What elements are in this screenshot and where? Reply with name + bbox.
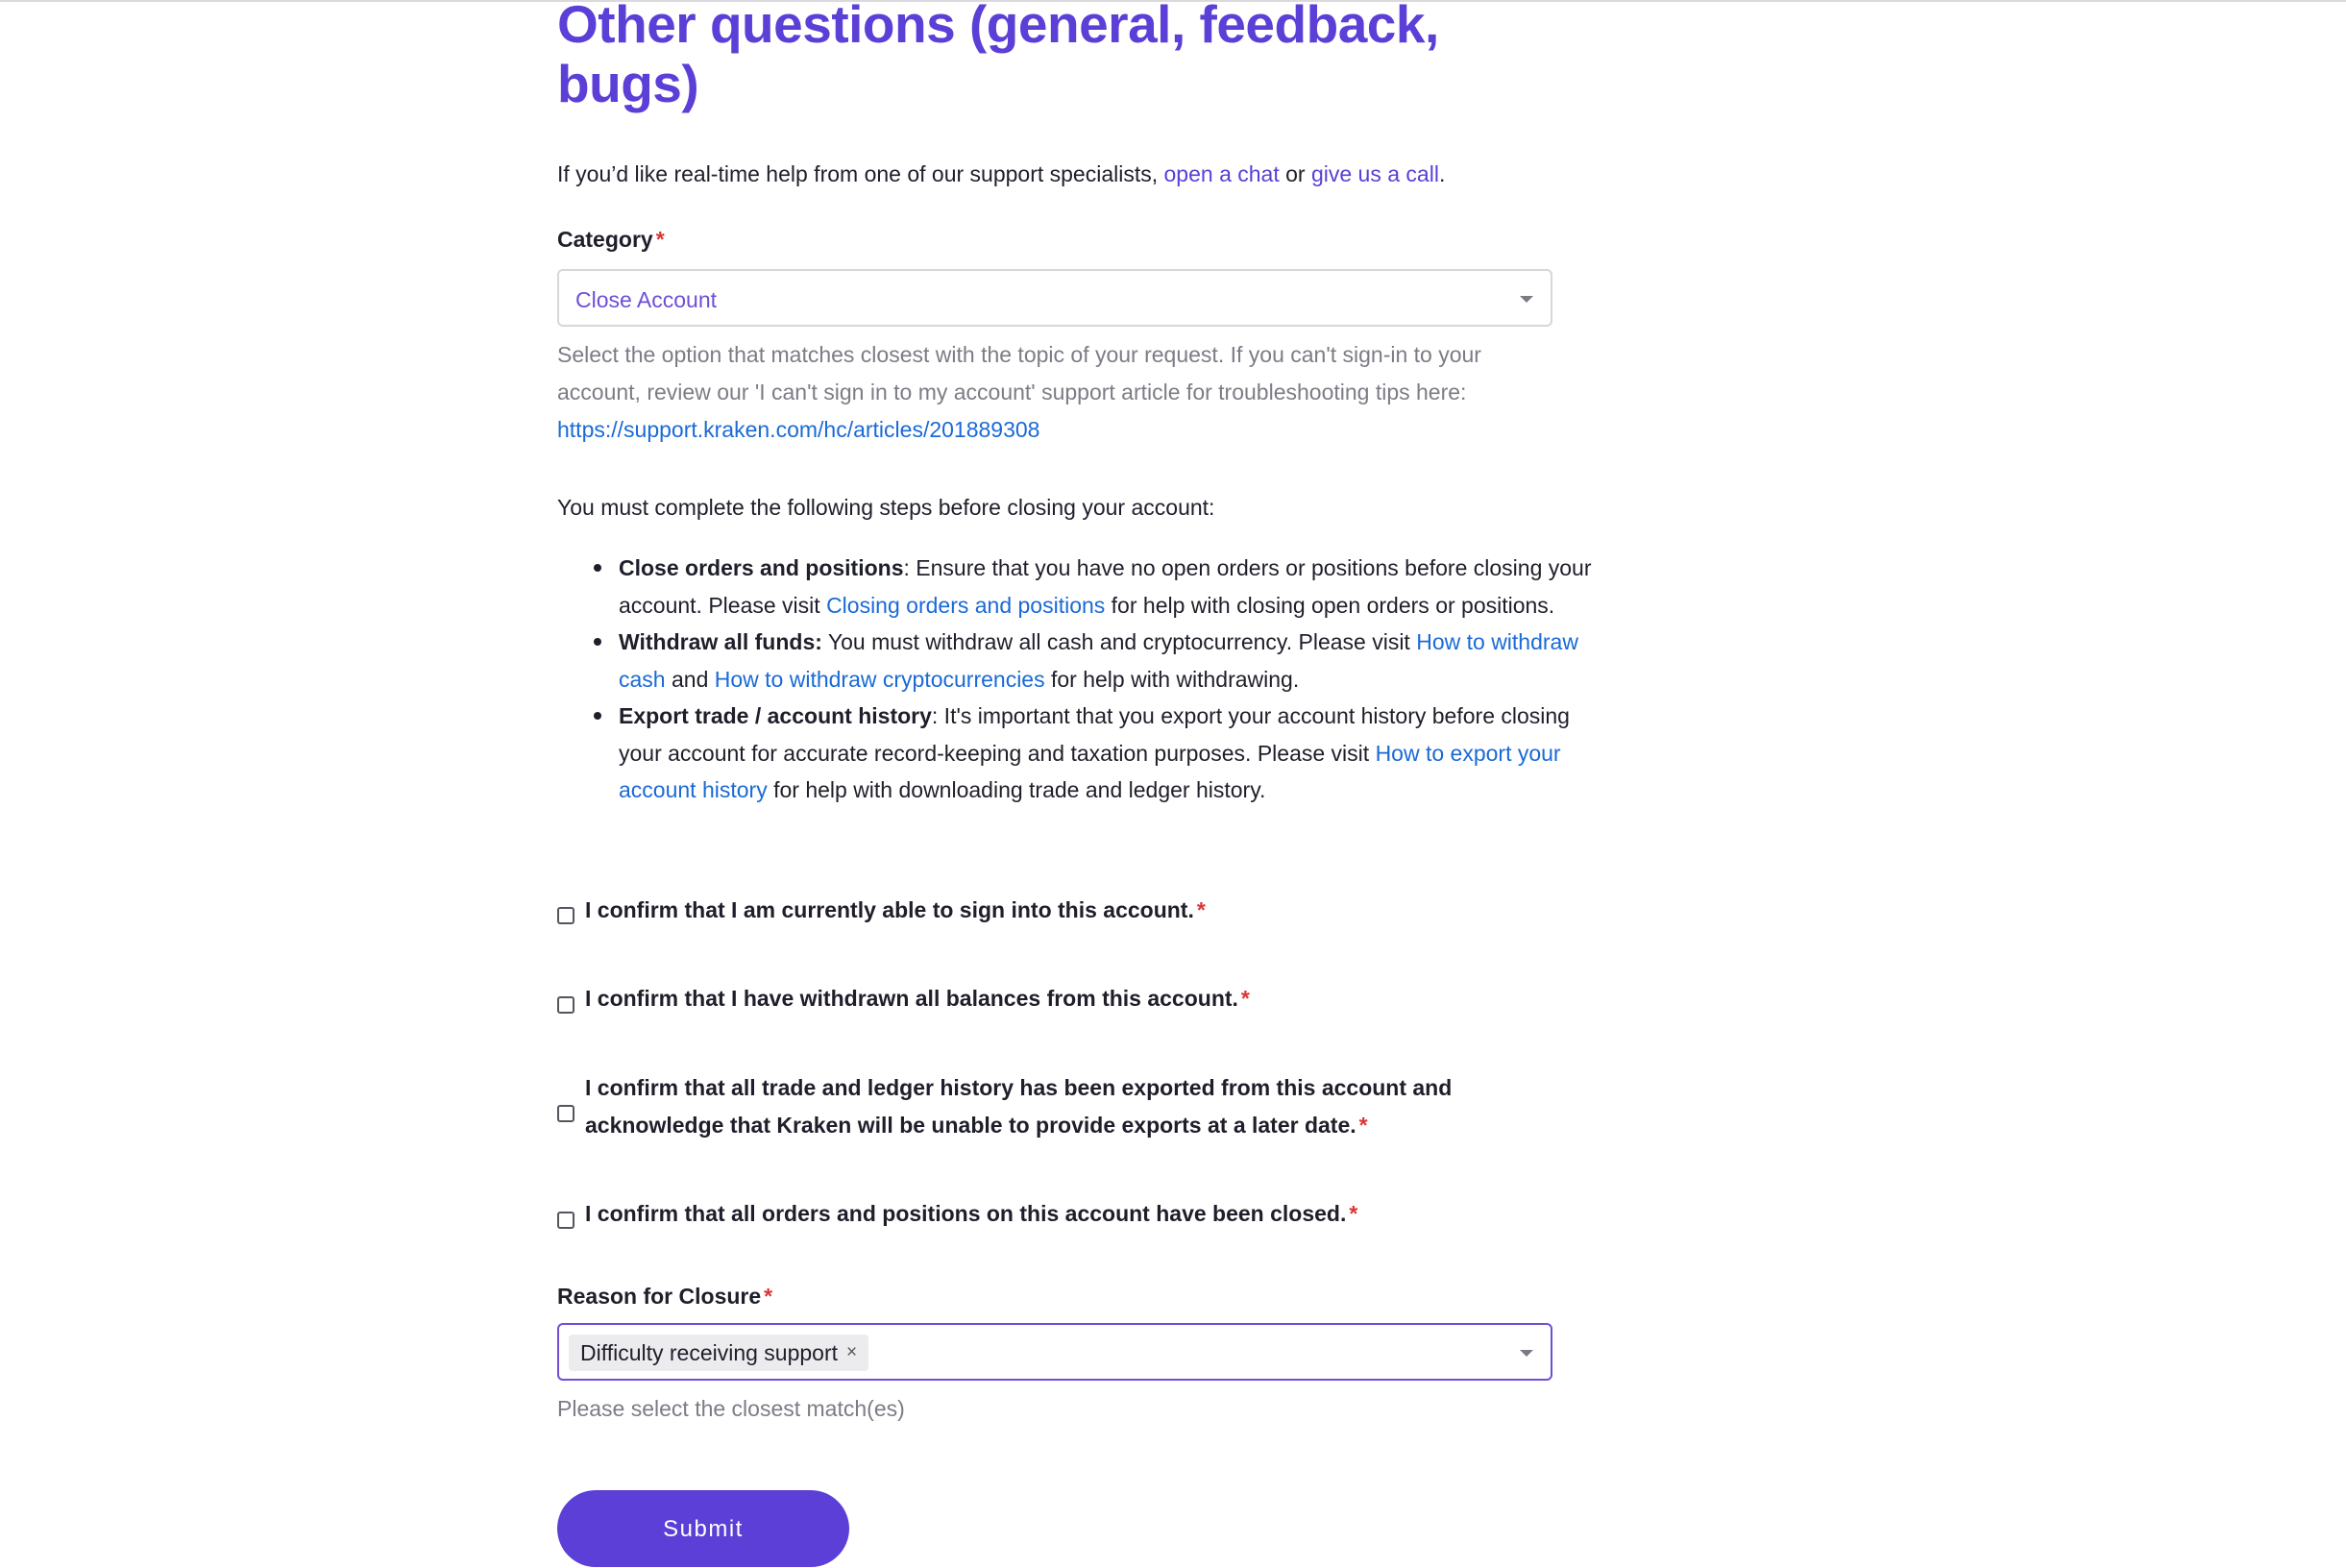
reason-multiselect[interactable] [557, 1323, 1552, 1381]
checkbox-label-text: I confirm that all orders and positions on this account have been closed. [585, 1201, 1347, 1226]
category-hint [557, 336, 1556, 449]
step-text: You must withdraw all cash and cryptocurrency. Please visit [821, 629, 1417, 654]
confirm-exported-checkbox[interactable] [557, 1105, 574, 1122]
steps-intro: You must complete the following steps before closing your account: [557, 495, 1215, 520]
reason-chip-label: Difficulty receiving support [580, 1339, 839, 1365]
step-text: for help with closing open orders or positions. [1105, 592, 1555, 618]
intro-text-after: . [1438, 161, 1446, 186]
confirm-orders-closed-label [585, 1195, 1546, 1233]
chevron-down-icon [1520, 1350, 1533, 1357]
category-hint-line-2: account, review our 'I can't sign in to my account' support article for troubleshooting tips here: [557, 380, 1467, 404]
confirm-orders-closed-checkbox[interactable] [557, 1212, 574, 1229]
intro-text [557, 158, 1445, 190]
steps-list [557, 550, 1618, 809]
category-hint-line-1: Select the option that matches closest with the topic of your request. If you can't sign-in to your [557, 342, 1481, 367]
step-text: : Ensure that you have no open orders or positions before closing your account. Please visit [619, 555, 1592, 618]
required-marker: * [655, 227, 665, 252]
confirm-exported-label [585, 1069, 1546, 1144]
step-text: for help with withdrawing. [1044, 666, 1300, 692]
list-item [619, 550, 1618, 624]
intro-text-before: If you’d like real-time help from one of our support specialists, [557, 161, 1164, 186]
step-text: : It's important that you export your account history before closing your account for accurate record-keeping and taxation purposes. Please visit [619, 703, 1570, 766]
list-item [619, 698, 1618, 809]
step-text: and [665, 666, 715, 692]
support-article-link[interactable]: https://support.kraken.com/hc/articles/201889308 [557, 417, 1040, 442]
give-us-a-call-link[interactable]: give us a call [1310, 161, 1439, 186]
reason-chip [569, 1335, 868, 1371]
confirm-sign-in-label [585, 892, 1546, 929]
close-icon[interactable]: × [846, 1342, 858, 1362]
required-marker: * [1240, 986, 1250, 1011]
withdraw-cash-link[interactable]: How to withdraw cash [619, 629, 1578, 692]
chevron-down-icon [1520, 296, 1533, 303]
required-marker: * [764, 1284, 773, 1309]
reason-label [557, 1284, 772, 1310]
category-select-value: Close Account [575, 287, 718, 312]
page-title: Other questions (general, feedback, bugs) [557, 0, 1439, 113]
required-marker: * [1358, 1113, 1368, 1138]
checkbox-label-text: I confirm that I am currently able to sign into this account. [585, 897, 1194, 922]
category-label [557, 227, 665, 253]
reason-label-text: Reason for Closure [557, 1284, 762, 1309]
reason-hint: Please select the closest match(es) [557, 1396, 905, 1421]
category-label-text: Category [557, 227, 653, 252]
confirm-withdrawn-checkbox[interactable] [557, 996, 574, 1014]
required-marker: * [1196, 897, 1206, 922]
step-title: Withdraw all funds: [619, 629, 822, 654]
withdraw-crypto-link[interactable]: How to withdraw cryptocurrencies [714, 666, 1045, 692]
open-chat-link[interactable]: open a chat [1163, 161, 1280, 186]
checkbox-label-text: I confirm that I have withdrawn all balances from this account. [585, 986, 1238, 1011]
category-select[interactable] [557, 269, 1552, 327]
checkbox-label-text: I confirm that all trade and ledger history has been exported from this account and acknowledge that Kraken will be unable to provide exports at a later date. [585, 1075, 1453, 1138]
submit-button[interactable]: Submit [557, 1490, 849, 1567]
export-history-link[interactable]: How to export your account history [619, 740, 1561, 802]
confirm-sign-in-checkbox[interactable] [557, 907, 574, 924]
list-item [619, 624, 1618, 698]
step-title: Export trade / account history [619, 703, 932, 728]
required-marker: * [1349, 1201, 1358, 1226]
confirm-withdrawn-label [585, 980, 1546, 1017]
step-text: for help with downloading trade and ledger history. [767, 777, 1266, 802]
step-title: Close orders and positions [619, 555, 904, 580]
intro-text-middle: or [1279, 161, 1311, 186]
closing-orders-link[interactable]: Closing orders and positions [826, 592, 1106, 618]
